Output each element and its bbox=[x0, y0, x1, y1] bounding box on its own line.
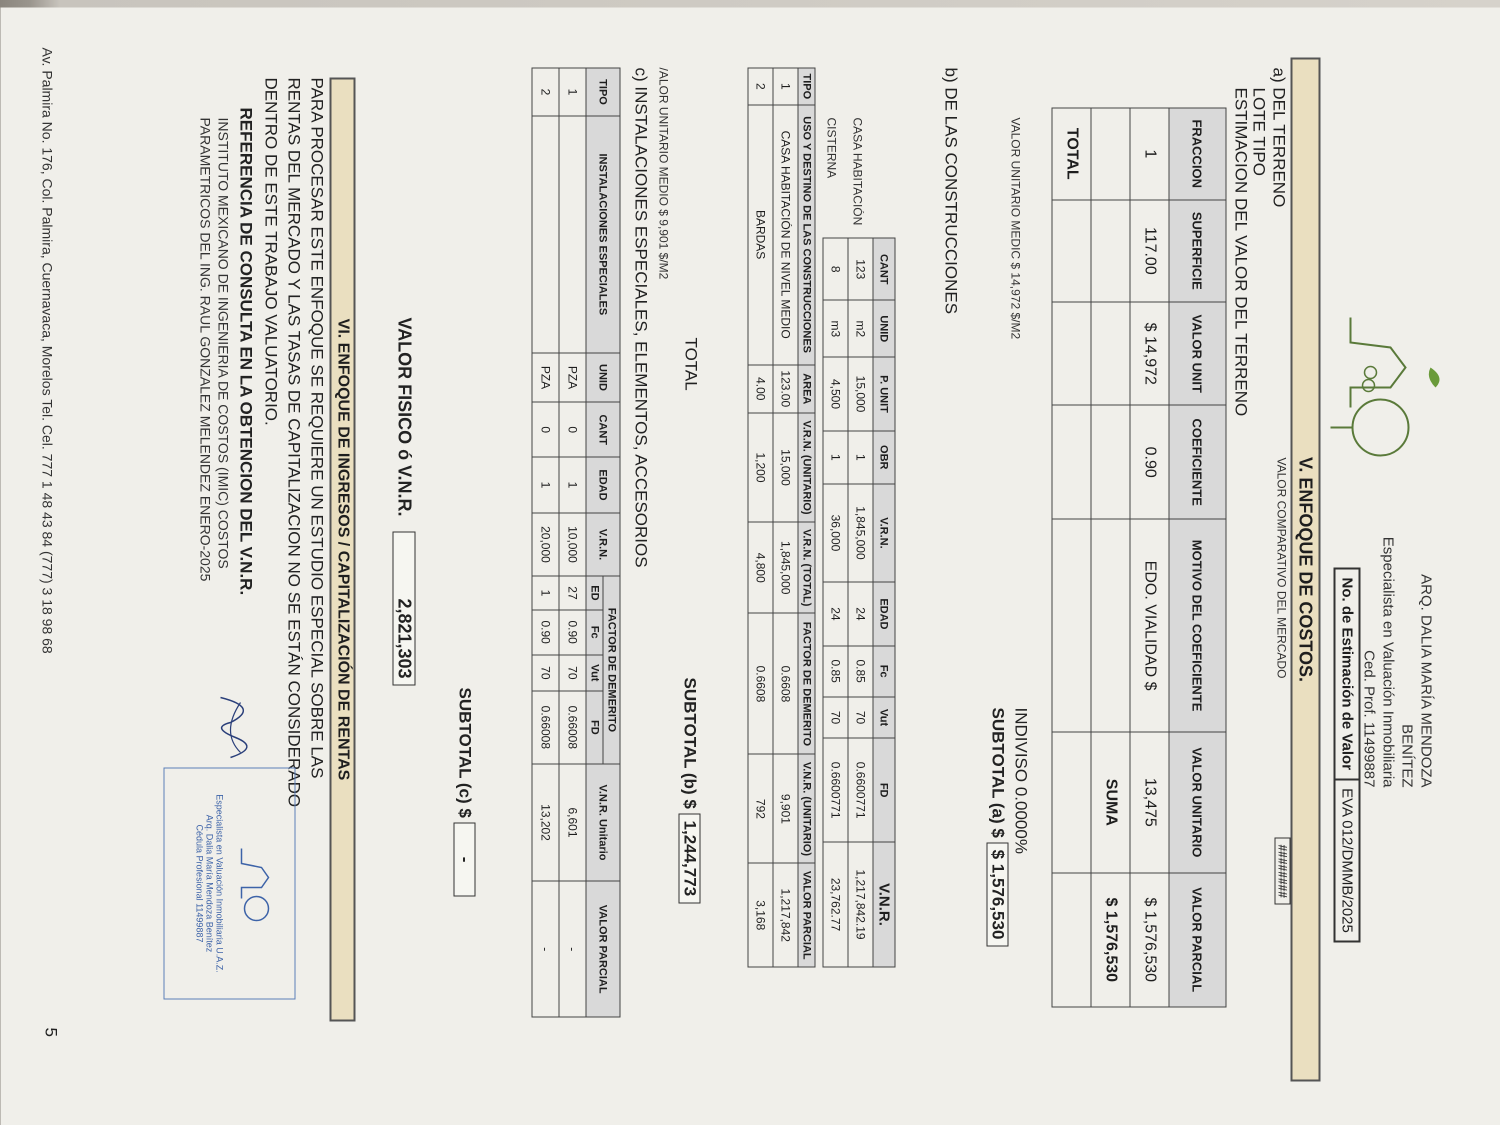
cell: m2 bbox=[848, 300, 873, 357]
col-fc: Fc bbox=[586, 610, 603, 655]
col-fc: Fc bbox=[873, 646, 895, 697]
cell: 1,200 bbox=[748, 413, 773, 522]
vrn-label-cisterna: CISTERNA bbox=[824, 117, 839, 179]
cell: 13,202 bbox=[532, 764, 559, 882]
col-vut: Vut bbox=[873, 697, 895, 739]
cell: 0.85 bbox=[848, 646, 873, 697]
col-obr: OBR bbox=[873, 431, 895, 484]
col-cant: CANT bbox=[873, 238, 895, 300]
installations-table-header bbox=[603, 68, 620, 1017]
cell: 27 bbox=[559, 576, 586, 610]
cell: 1 bbox=[848, 431, 873, 484]
vrn-row-labels bbox=[819, 118, 871, 226]
cell: 15,000 bbox=[773, 413, 798, 522]
col-vrn: V.R.N. bbox=[586, 513, 620, 576]
currency-sign: $ bbox=[1141, 897, 1159, 907]
table-row bbox=[823, 238, 848, 967]
terrain-table-header bbox=[1169, 108, 1226, 1007]
cell: 70 bbox=[823, 697, 848, 739]
col-area: AREA bbox=[798, 365, 815, 413]
section-6-line: RENTAS DEL MERCADO Y LAS TASAS DE CAPITALIZACION NO SE ESTÁN CONSIDERADO bbox=[284, 77, 304, 808]
appraiser-specialty: Especialista en Valuación Inmobiliaria bbox=[1379, 536, 1397, 788]
subtotal-a-label: SUBTOTAL (a) $ bbox=[988, 707, 1008, 838]
cell: 1 bbox=[823, 431, 848, 484]
cell: - bbox=[559, 881, 586, 1017]
cell: 1,217,842 bbox=[773, 863, 798, 967]
col-valor-unit: VALOR UNIT bbox=[1169, 302, 1226, 405]
cell-valor-unit bbox=[1130, 302, 1169, 405]
cell bbox=[559, 116, 586, 353]
section-6-line: PARA PROCESAR ESTE ENFOQUE SE REQUIERE UN ESTUDIO ESPECIAL SOBRE LAS bbox=[307, 77, 327, 779]
stamp-line: Cédula Profesional 11499887 bbox=[194, 824, 205, 943]
installations-heading: c) INSTALACIONES ESPECIALES, ELEMENTOS, ACCESORIOS bbox=[631, 67, 651, 568]
col-vnr-unitario: V.N.R. (UNITARIO) bbox=[798, 754, 815, 863]
constructions-table bbox=[748, 68, 816, 968]
cell: 0 bbox=[559, 402, 586, 457]
installations-table bbox=[532, 68, 621, 1018]
valor-fisico-value: 2,821,303 bbox=[393, 532, 416, 686]
cell: 1 bbox=[773, 68, 798, 105]
subtotal-c-value: - bbox=[454, 823, 476, 897]
subtotal-c-label: SUBTOTAL (c) $ bbox=[455, 687, 475, 818]
valor-unitario-medio: VALOR UNITARIO MEDIC $ 14,972 $/M2 bbox=[1008, 117, 1023, 340]
cell-motivo bbox=[1130, 519, 1169, 732]
cell: 4,800 bbox=[748, 522, 773, 613]
col-vrn-total: V.R.N. (TOTAL) bbox=[798, 522, 815, 613]
col-motivo: MOTIVO DEL COEFICIENTE bbox=[1169, 519, 1226, 732]
terrain-estimation-title: ESTIMACION DEL VALOR DEL TERRENO bbox=[1231, 87, 1251, 417]
valor-unit-value: 14,972 bbox=[1141, 335, 1159, 385]
cell: m3 bbox=[823, 300, 848, 357]
cell: PZA bbox=[532, 353, 559, 403]
motivo-value: EDO. VIALIDAD bbox=[1141, 560, 1159, 678]
table-row bbox=[748, 68, 773, 967]
cell: 0.6608 bbox=[773, 613, 798, 754]
page-number: 5 bbox=[41, 1027, 61, 1037]
footer-address: Av. Palmira No. 176, Col. Palmira, Cuernavaca, Morelos Tel. Cel. 777 1 48 43 84 (777) 3 18 98 68 bbox=[39, 47, 56, 654]
cell-fraccion: 1 bbox=[1130, 108, 1169, 200]
cell: 1 bbox=[532, 576, 559, 610]
stamp-line: Especialista en Valuación Inmobiliaria U.A.Z. bbox=[214, 794, 225, 973]
stamp-line: Arq. Dalia María Mendoza Benítez bbox=[204, 814, 215, 953]
cell: 1,845,000 bbox=[773, 522, 798, 613]
cell-coeficiente: 0.90 bbox=[1130, 405, 1169, 519]
col-fd: FD bbox=[873, 738, 895, 842]
col-valor-parcial: VALOR PARCIAL bbox=[798, 863, 815, 967]
cell: 9,901 bbox=[773, 754, 798, 863]
table-row bbox=[559, 68, 586, 1017]
cell: 70 bbox=[848, 697, 873, 739]
cell: - bbox=[532, 881, 559, 1017]
cell: 0.90 bbox=[532, 610, 559, 655]
vrn-table-header bbox=[873, 238, 895, 967]
cell: 24 bbox=[848, 582, 873, 645]
cell: 24 bbox=[823, 582, 848, 645]
currency-sign: $ bbox=[1141, 322, 1159, 332]
cell: 0.90 bbox=[559, 610, 586, 655]
table-row bbox=[532, 68, 559, 1017]
vrn-table bbox=[823, 238, 896, 968]
cell: 36,000 bbox=[823, 484, 848, 583]
estimation-label: No. de Estimación de Valor bbox=[1336, 570, 1359, 781]
document-page bbox=[1, 8, 1500, 1125]
cell: 0 bbox=[532, 402, 559, 457]
appraiser-name: ARQ. DALIA MARÍA MENDOZA BENÍTEZ bbox=[1398, 574, 1435, 788]
cell: BARDAS bbox=[748, 105, 773, 365]
cell: 0.6600771 bbox=[823, 738, 848, 842]
lote-tipo: LOTE TIPO bbox=[1249, 87, 1269, 176]
appraiser-header bbox=[1360, 528, 1436, 788]
subtotal-b bbox=[679, 678, 701, 904]
stamp-logo-icon bbox=[227, 844, 287, 924]
estimation-number-box bbox=[1334, 568, 1361, 943]
col-vrn: V.R.N. bbox=[873, 484, 895, 583]
cell: 1,217,842.19 bbox=[848, 842, 873, 967]
col-vrn-unitario: V.R.N. (UNITARIO) bbox=[798, 413, 815, 522]
cell: 0.6608 bbox=[748, 613, 773, 754]
cell: 792 bbox=[748, 754, 773, 863]
col-punit: P. UNIT bbox=[873, 357, 895, 431]
section-6-line: DENTRO DE ESTE TRABAJO VALUATORIO. bbox=[261, 77, 281, 426]
terrain-table bbox=[1052, 108, 1227, 1008]
cell: 0.85 bbox=[823, 646, 848, 697]
col-ed: ED bbox=[586, 576, 603, 610]
cell: 1 bbox=[532, 457, 559, 513]
cell: 2 bbox=[532, 68, 559, 116]
cell: 20,000 bbox=[532, 513, 559, 576]
hash-value: ######## bbox=[1275, 838, 1291, 905]
cell: 23,762.77 bbox=[823, 842, 848, 967]
total-row bbox=[1052, 108, 1091, 1007]
cell: 1 bbox=[559, 457, 586, 513]
currency-sign: $ bbox=[1102, 897, 1120, 907]
cell: 3,168 bbox=[748, 863, 773, 967]
valor-parcial-value: 1,576,530 bbox=[1141, 910, 1159, 983]
suma-label: SUMA bbox=[1091, 732, 1130, 872]
col-uso: USO Y DESTINO DE LAS CONSTRUCCIONES bbox=[798, 105, 815, 365]
vrn-label-casa: CASA HABITACIÓN bbox=[850, 117, 865, 226]
signature-image bbox=[201, 688, 271, 768]
subtotal-a bbox=[987, 708, 1009, 947]
col-factor-demerito: FACTOR DE DEMERITO bbox=[798, 613, 815, 754]
col-vnr-unitario: V.N.R. Unitario bbox=[586, 764, 620, 882]
reference-title: REFERENCIA DE CONSULTA EN LA OBTENCION DEL V.N.R. bbox=[236, 107, 256, 596]
appraiser-stamp bbox=[164, 768, 296, 1000]
table-row bbox=[1130, 108, 1169, 1007]
subtotal-b-value: 1,244,773 bbox=[679, 814, 701, 904]
cell: PZA bbox=[559, 353, 586, 403]
market-note: VALOR COMPARATIVO DEL MERCADO bbox=[1274, 457, 1289, 679]
cell-valor-unitario: 13,475 bbox=[1130, 732, 1169, 872]
cell: 123.00 bbox=[773, 365, 798, 413]
valor-fisico-label: VALOR FISICO ó V.N.R. bbox=[394, 317, 415, 517]
col-factor-demerito: FACTOR DE DEMERITO bbox=[603, 576, 620, 764]
cell: 4.00 bbox=[748, 365, 773, 413]
house-tree-logo bbox=[1311, 308, 1461, 478]
table-row bbox=[773, 68, 798, 967]
col-cant: CANT bbox=[586, 402, 620, 457]
col-edad: EDAD bbox=[873, 582, 895, 645]
appraiser-cedula: Ced. Prof. 11499887 bbox=[1360, 650, 1378, 788]
cell: 0.66008 bbox=[532, 691, 559, 764]
cell-valor-parcial bbox=[1130, 873, 1169, 1007]
col-valor-parcial: VALOR PARCIAL bbox=[586, 881, 620, 1017]
terrain-heading: a) DEL TERRENO bbox=[1269, 67, 1289, 208]
constructions-table-header bbox=[798, 68, 815, 967]
subtotal-a-value: $ 1,576,530 bbox=[987, 843, 1009, 947]
reference-line: INSTITUTO MEXICANO DE INGENIERIA DE COSTOS (IMIC) COSTOS bbox=[215, 117, 232, 569]
cell: 70 bbox=[532, 655, 559, 691]
col-vut: Vut bbox=[586, 655, 603, 691]
constructions-total-label: TOTAL bbox=[681, 337, 701, 391]
valor-fisico bbox=[393, 318, 416, 686]
col-fraccion: FRACCION bbox=[1169, 108, 1226, 200]
subtotal-b-label: SUBTOTAL (b) $ bbox=[680, 677, 700, 809]
cell: 1,845,000 bbox=[848, 484, 873, 583]
col-edad: EDAD bbox=[586, 457, 620, 513]
suma-cell bbox=[1091, 873, 1130, 1007]
col-vnr: V.N.R. bbox=[873, 842, 895, 967]
col-tipo: TIPO bbox=[586, 68, 620, 116]
reference-body bbox=[197, 118, 233, 582]
cell: 0.6600771 bbox=[848, 738, 873, 842]
cell-superficie: 117.00 bbox=[1130, 200, 1169, 303]
section-6-title: VI. ENFOQUE DE INGRESOS / CAPITALIZACIÓN DE RENTAS bbox=[330, 78, 356, 1022]
cell: 6,601 bbox=[559, 764, 586, 882]
cell: 70 bbox=[559, 655, 586, 691]
constructions-valor-unitario-medio: /ALOR UNITARIO MEDIO $ 9,901 $/M2 bbox=[656, 67, 671, 280]
cell bbox=[532, 116, 559, 353]
cell: CASA HABITACIÓN DE NIVEL MEDIO bbox=[773, 105, 798, 365]
subtotal-c bbox=[454, 688, 476, 897]
estimation-value: EVA 012/DMMB/2025 bbox=[1338, 788, 1356, 933]
col-tipo: TIPO bbox=[798, 68, 815, 105]
suma-value: 1,576,530 bbox=[1102, 910, 1120, 983]
cell: 1 bbox=[559, 68, 586, 116]
reference-line: PARAMETRICOS DEL ING. RAUL GONZALEZ MELENDEZ ENERO-2025 bbox=[197, 117, 214, 582]
col-valor-unitario: VALOR UNITARIO bbox=[1169, 732, 1226, 872]
col-fd: FD bbox=[586, 691, 603, 764]
col-superficie: SUPERFICIE bbox=[1169, 200, 1226, 303]
col-unid: UNID bbox=[873, 300, 895, 357]
col-instalaciones: INSTALACIONES ESPECIALES bbox=[586, 116, 620, 353]
cell: 10,000 bbox=[559, 513, 586, 576]
table-row bbox=[848, 238, 873, 967]
section-5-title: V. ENFOQUE DE COSTOS. bbox=[1291, 58, 1321, 1082]
col-coeficiente: COEFICIENTE bbox=[1169, 405, 1226, 519]
currency-sign: $ bbox=[1141, 681, 1159, 691]
total-label: TOTAL bbox=[1052, 108, 1091, 200]
col-valor-parcial: VALOR PARCIAL bbox=[1169, 873, 1226, 1007]
cell: 8 bbox=[823, 238, 848, 300]
table-row-empty bbox=[1091, 108, 1130, 1007]
cell: 2 bbox=[748, 68, 773, 105]
cell: 123 bbox=[848, 238, 873, 300]
indiviso: INDIVISO 0.0000% bbox=[1011, 707, 1031, 854]
cell: 0.66008 bbox=[559, 691, 586, 764]
col-unid: UNID bbox=[586, 353, 620, 403]
cell: 15,000 bbox=[848, 357, 873, 431]
cell: 4,500 bbox=[823, 357, 848, 431]
constructions-heading: b) DE LAS CONSTRUCCIONES bbox=[941, 67, 961, 315]
